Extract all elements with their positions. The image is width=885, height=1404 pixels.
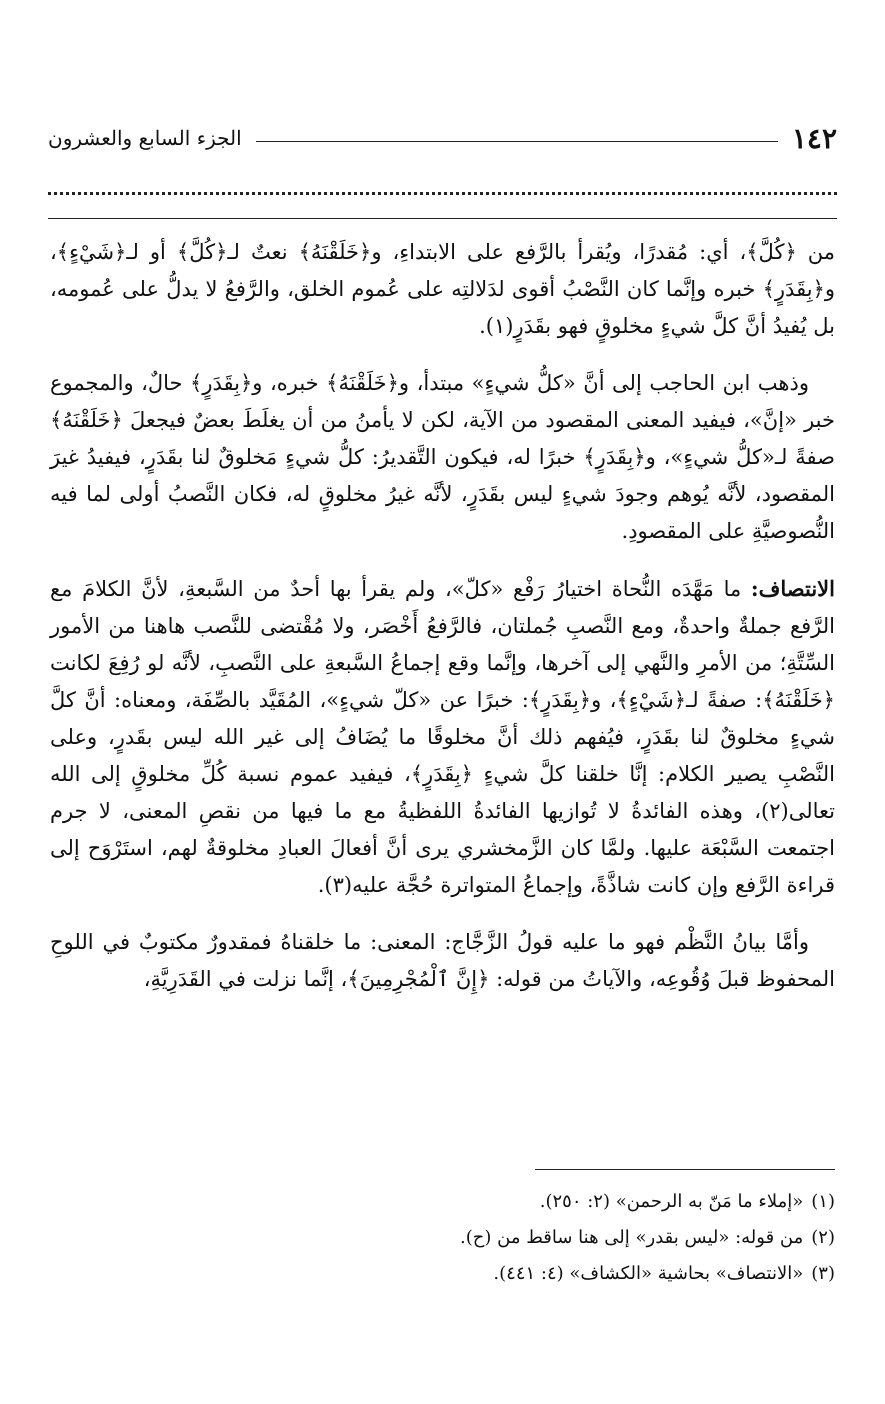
footnote-marker: (١) — [811, 1191, 835, 1212]
footnote-text: «الانتصاف» بحاشية «الكشاف» (٤: ٤٤١). — [493, 1263, 804, 1284]
paragraph-4: وأمَّا بيانُ النَّظْم فهو ما عليه قولُ الزَّجَّاج: المعنى: ما خلقناهُ فمقدورٌ مكتوبٌ في اللوحِ المحفوظ قبلَ وُقُوعِه، والآياتُ من قوله: ﴿إِنَّ ٱلْمُجْرِمِينَ﴾، إنَّما نزلت في القَدَرِيَّةِ، — [50, 930, 835, 991]
header-rule — [256, 141, 778, 142]
running-header — [48, 118, 837, 158]
footnote-3 — [50, 1256, 835, 1292]
footnote-divider — [535, 1169, 835, 1170]
footnote-text: «إملاء ما مَنّ به الرحمن» (٢: ٢٥٠). — [539, 1191, 804, 1212]
footnote-2 — [50, 1220, 835, 1256]
main-text — [50, 234, 835, 1018]
page-number: ١٤٢ — [791, 121, 837, 155]
paragraph-2: وذهب ابن الحاجب إلى أنَّ «كلُّ شيءٍ» مبتدأ، و﴿خَلَقْنَهُ﴾ خبره، و﴿بِقَدَرٍ﴾ حالٌ، والمجموع خبر «إنَّ»، فيفيد المعنى المقصود من الآية، لكن لا يأمنُ من أن يغلَطَ بعضٌ فيجعلَ ﴿خَلَقْنَهُ﴾ صفةً لـ«كلُّ شيءٍ»، و﴿بِقَدَرٍ﴾ خبرًا له، فيكون التَّقديرُ: كلُّ شيءٍ مَخلوقٌ لنا بقَدَرٍ، فيفيدُ غيرَ المقصود، لأنَّه يُوهم وجودَ شيءٍ ليس بقَدَرٍ، لأنَّه غيرُ مخلوقٍ له، فكان النَّصبُ أولى لما فيه النُّصوصيَّةِ على المقصودِ. — [50, 371, 835, 543]
footnotes — [50, 1184, 835, 1292]
dotted-divider — [48, 192, 837, 195]
paragraph-3-lead: الانتصاف: — [750, 576, 835, 601]
header-divider — [48, 218, 837, 219]
paragraph-1: من ﴿كُلَّ﴾، أي: مُقدرًا، ويُقرأ بالرَّفع على الابتداءِ، و﴿خَلَقْنَهُ﴾ نعتٌ لـ﴿كُلَّ﴾ أو لـ﴿شَيْءٍ﴾، و﴿بِقَدَرٍ﴾ خبره وإنَّما كان النَّصْبُ أقوى لدَلالتِه على عُموم الخلق، والرَّفعُ لا يدلُّ على عُمومه، بل يُفيدُ أنَّ كلَّ شيءٍ مخلوقٍ فهو بقَدَرٍ(١). — [50, 240, 835, 338]
running-title: الجزء السابع والعشرون — [48, 126, 242, 150]
paragraph-3-text: ما مَهَّدَه النُّحاة اختيارُ رَفْع «كلّ»، ولم يقرأ بها أحدٌ من السَّبعةِ، لأنَّ الكلامَ مع الرَّفع جملةٌ واحدةٌ، ومع النَّصبِ جُملتان، فالرَّفعُ أَخْصَر، ولا مُقْتضى للنَّصب هاهنا من الأمور السِّتَّةِ؛ من الأمرِ والنَّهي إلى آخرها، وإنَّما وقع إجماعُ السَّبعةِ على النَّصبِ، لأنَّه لو رُفِعَ لكانت ﴿خَلَقْنَهُ﴾: صفةً لـ﴿شَيْءٍ﴾، و﴿بِقَدَرٍ﴾: خبرًا عن «كلّ شيءٍ»، المُقَيَّد بالصِّفَة، ومعناه: أنَّ كلَّ شيءٍ مخلوقٌ لنا بقَدَرٍ، فيُفهم ذلك أنَّ مخلوقًا ما يُضَافُ إلى غير الله ليس بقَدرٍ، وعلى النَّصْبِ يصير الكلام: إنَّا خلقنا كلَّ شيءٍ ﴿بِقَدَرٍ﴾، فيفيد عموم نسبة كُلِّ مخلوقٍ إلى الله تعالى(٢)، وهذه الفائدةُ لا تُوازيها الفائدةُ اللفظيةُ مع ما فيها من نقصِ المعنى، لا جرم اجتمعت السَّبْعَة عليها. ولمَّا كان الزَّمخشري يرى أنَّ أفعالَ العبادِ مخلوقةٌ لهم، استَرْوَح إلى قراءة الرَّفع وإن كانت شاذَّةً، وإجماعُ المتواترة حُجَّة عليه(٣). — [50, 577, 835, 897]
footnote-marker: (٣) — [811, 1263, 835, 1284]
footnote-marker: (٢) — [811, 1227, 835, 1248]
footnote-text: من قوله: «ليس بقدر» إلى هنا ساقط من (ح). — [460, 1227, 804, 1248]
footnote-1 — [50, 1184, 835, 1220]
paragraph-3 — [50, 570, 835, 904]
